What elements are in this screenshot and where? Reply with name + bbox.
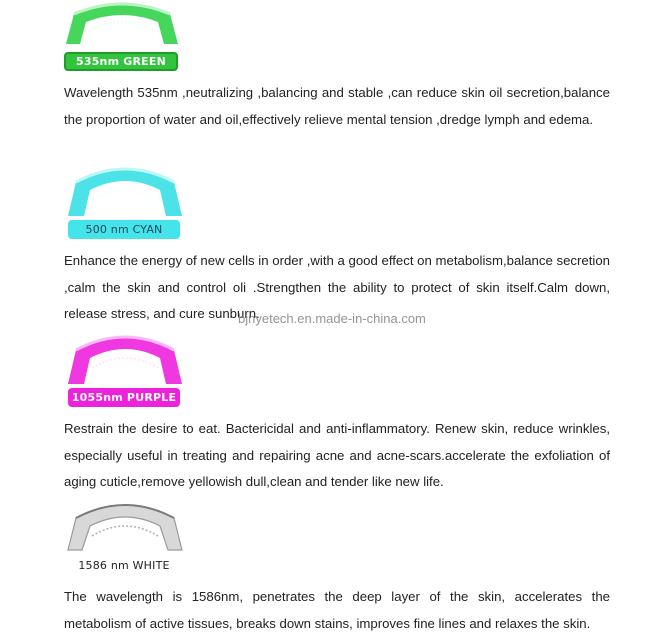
description-cyan: Enhance the energy of new cells in order ,with a good effect on metabolism,balance secretion ,calm the skin and control oli .Strengthen the ability to protect of skin itself.Calm down, release stress, and cure sunburn. <box>64 253 610 321</box>
description-green: Wavelength 535nm ,neutralizing ,balancing and stable ,can reduce skin oil secretion,balance the proportion of water and oil,effectively relieve mental tension ,dredge lymph and edema. <box>64 85 610 127</box>
description-white: The wavelength is 1586nm, penetrates the deep layer of the skin, accelerates the metabolism of active tissues, breaks down stains, improves fine lines and relaxes the skin. <box>64 589 610 631</box>
wavelength-badge-cyan: 500 nm CYAN <box>68 220 180 239</box>
white-light-panel-icon <box>60 496 190 552</box>
description-purple: Restrain the desire to eat. Bactericidal and anti-inflammatory. Renew skin, reduce wrinkles, especially useful in treating and repairing acne and acne-scars.accelerate the exfoliation of aging cuticle,remove yellowish dull,clean and tender like new life. <box>64 421 610 489</box>
purple-light-panel-icon <box>60 328 190 386</box>
cyan-light-panel-icon <box>60 160 190 218</box>
wavelength-badge-purple: 1055nm PURPLE <box>68 388 180 407</box>
wavelength-badge-white: 1586 nm WHITE <box>78 559 170 572</box>
wavelength-badge-green: 535nm GREEN <box>64 52 178 71</box>
green-light-panel-icon <box>60 0 185 46</box>
watermark: bjnyetech.en.made-in-china.com <box>238 311 426 326</box>
